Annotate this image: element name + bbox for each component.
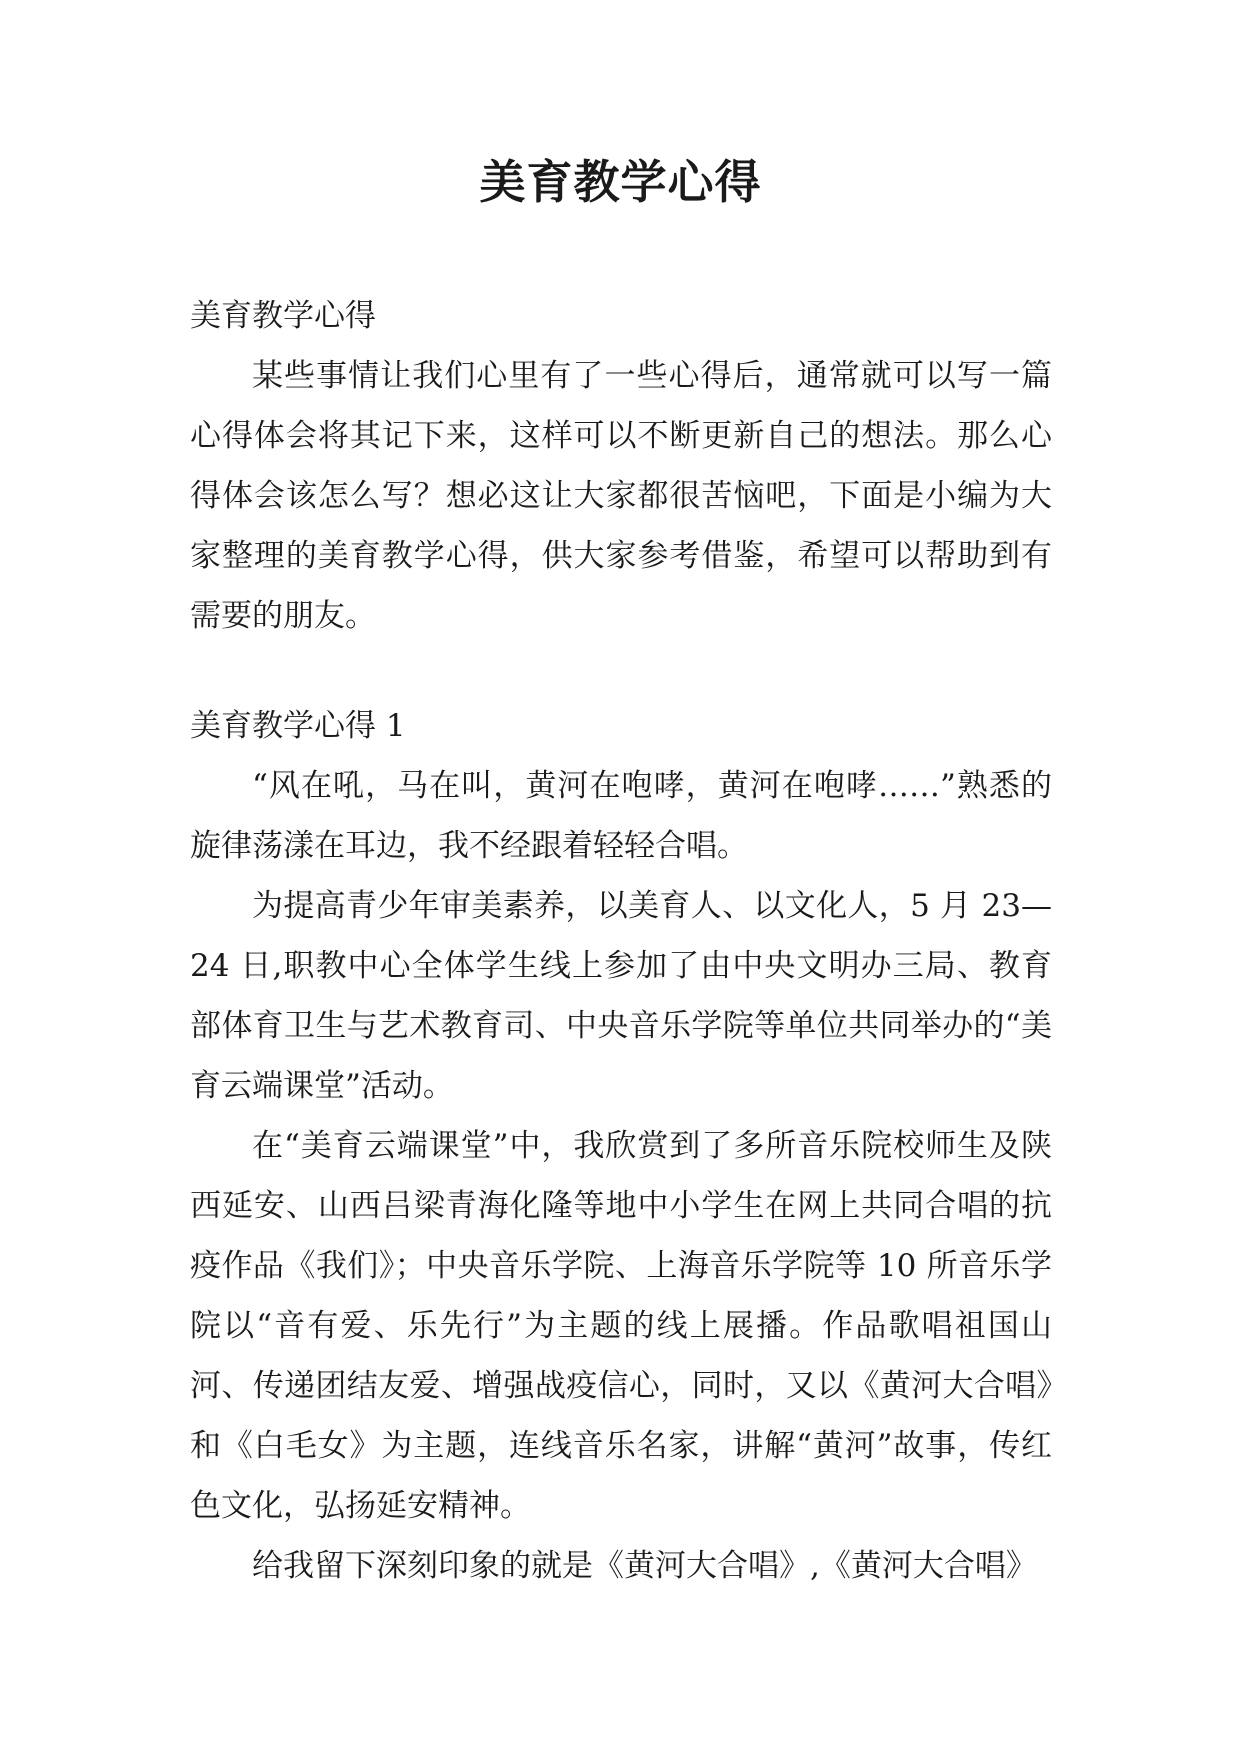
section1-paragraph-2: 为提高青少年审美素养，以美育人、以文化人，5 月 23—24 日,职教中心全体学生线上参加了由中央文明办三局、教育部体育卫生与艺术教育司、中央音乐学院等单位共同举办的“美育云端课堂”活动。 [190,888,1052,1104]
intro-paragraph: 某些事情让我们心里有了一些心得后，通常就可以写一篇心得体会将其记下来，这样可以不断更新自己的想法。那么心得体会该怎么写？想必这让大家都很苦恼吧，下面是小编为大家整理的美育教学心得，供大家参考借鉴，希望可以帮助到有需要的朋友。 [190,358,1052,634]
section1-paragraph-3: 在“美育云端课堂”中，我欣赏到了多所音乐院校师生及陕西延安、山西吕梁青海化隆等地中小学生在网上共同合唱的抗疫作品《我们》；中央音乐学院、上海音乐学院等 10 所音乐学院以“音有爱、乐先行”为主题的线上展播。作品歌唱祖国山河、传递团结友爱、增强战疫信心，同时，又以《黄河大合唱》和《白毛女》为主题，连线音乐名家，讲解“黄河”故事，传红色文化，弘扬延安精神。 [190,1128,1052,1524]
section-spacer [190,646,1052,696]
section1-paragraph-4: 给我留下深刻印象的就是《黄河大合唱》,《黄河大合唱》 [252,1548,1037,1584]
section1-heading: 美育教学心得 1 [190,708,406,744]
document-body [190,286,1052,1596]
section1-paragraph-1: “风在吼，马在叫，黄河在咆哮，黄河在咆哮……”熟悉的旋律荡漾在耳边，我不经跟着轻轻合唱。 [190,768,1052,864]
document-title: 美育教学心得 [479,155,762,209]
intro-heading: 美育教学心得 [190,298,376,334]
